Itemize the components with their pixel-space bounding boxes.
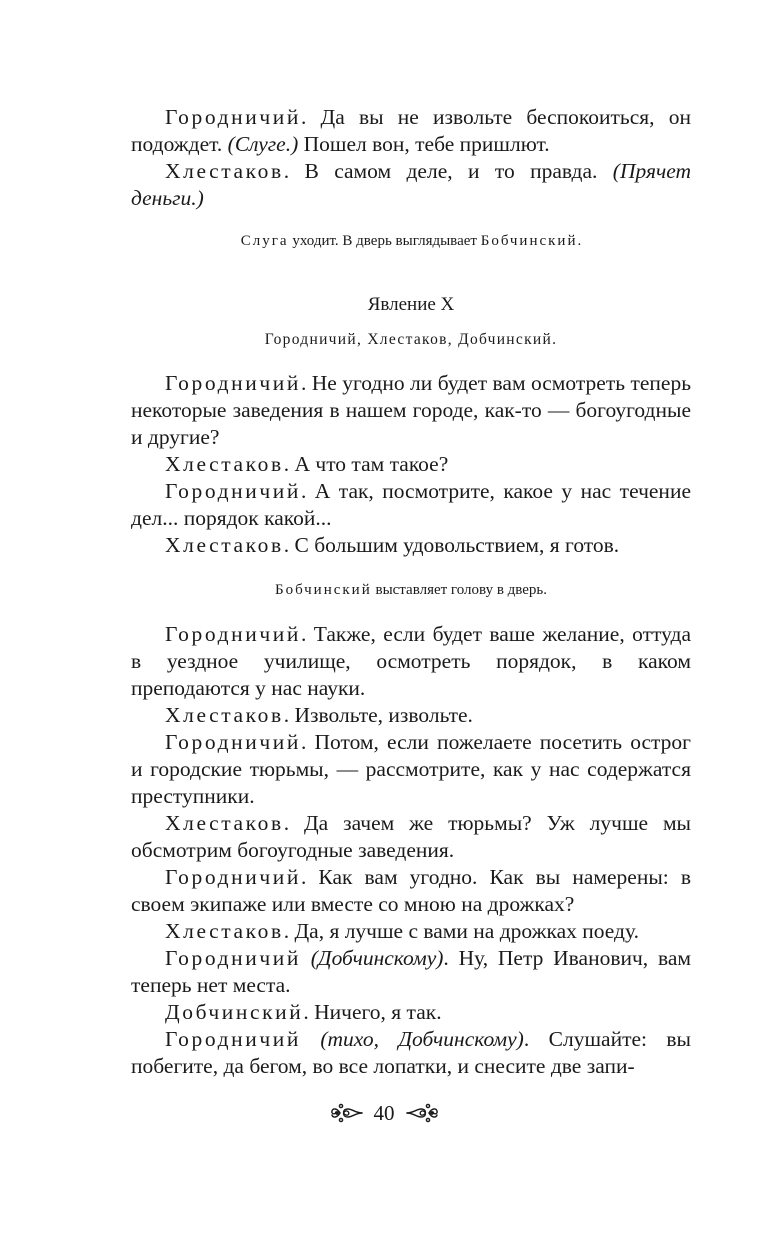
dialogue-paragraph [131, 729, 691, 810]
stage-remark: (тихо, Добчинскому) [320, 1027, 524, 1051]
speech-text: . Слушайте: вы побегите, да бегом, во все лопатки, и снесите две запи- [131, 1027, 692, 1078]
speech-text: . Как вам угодно. Как вы намерены: в своем экипаже или вместе со мною на дрожках? [131, 865, 691, 916]
dialogue-block-bottom [131, 621, 691, 1080]
dialogue-paragraph [131, 621, 691, 702]
speech-text: . Потом, если пожелаете посетить острог и городские тюрьмы, — рассмотрите, как у нас содержатся преступники. [131, 730, 691, 808]
speaker-name: Городничий [165, 865, 301, 889]
stage-text: уходит. В дверь выглядывает [288, 233, 481, 249]
speech-text: . Не угодно ли будет вам осмотреть теперь некоторые заведения в нашем городе, как-то — богоугодные и другие? [131, 371, 691, 449]
speech-text: . С большим удовольствием, я готов. [283, 533, 620, 557]
speaker-name: Хлестаков [165, 533, 284, 557]
speech-text: . Да, я лучше с вами на дрожках поеду. [283, 919, 639, 943]
dialogue-paragraph [131, 918, 691, 945]
speaker-name: Хлестаков [165, 703, 284, 727]
dialogue-paragraph [131, 702, 691, 729]
dialogue-paragraph [131, 451, 691, 478]
dialogue-paragraph [131, 1026, 691, 1080]
speaker-name: Городничий [165, 730, 301, 754]
floral-ornament-right-icon [405, 1100, 439, 1126]
speaker-name: Хлестаков [165, 452, 284, 476]
dialogue-paragraph [131, 532, 691, 559]
speech-text: . Ну, Петр Иванович, вам теперь нет места. [131, 946, 691, 997]
scene-title: Явление X [367, 294, 455, 315]
speaker-name: Городничий [165, 946, 301, 970]
speaker-name: Городничий [165, 371, 301, 395]
character-name: Слуга [240, 233, 289, 249]
dialogue-block-top [131, 104, 691, 212]
speech-text: . Также, если будет ваше желание, оттуда в уездное училище, осмотреть порядок, в каком преподаются у нас науки. [131, 622, 691, 700]
page-footer [0, 1100, 768, 1126]
speaker-name: Городничий [165, 105, 301, 129]
speaker-name: Хлестаков [165, 159, 284, 183]
dialogue-paragraph [131, 999, 691, 1026]
character-name: Бобчинский [274, 582, 372, 598]
speaker-name: Хлестаков [165, 811, 284, 835]
stage-remark: (Добчинскому) [310, 946, 444, 970]
stage-text: выставляет голову в дверь. [371, 582, 548, 598]
speech-text: . А что там такое? [283, 452, 449, 476]
speech-text [301, 946, 311, 970]
speech-text: . В самом деле, и то правда. [283, 159, 613, 183]
dialogue-paragraph [131, 945, 691, 999]
speech-text: . Извольте, извольте. [283, 703, 473, 727]
stage-remark: (Прячет деньги.) [131, 159, 691, 210]
character-name: Бобчинский [480, 233, 578, 249]
dialogue-paragraph [131, 104, 691, 158]
stage-direction-bobchinsky [131, 580, 691, 600]
stage-text: . [577, 233, 582, 249]
stage-direction-servant-leaves [131, 231, 691, 251]
speech-text [301, 1027, 320, 1051]
speaker-name: Хлестаков [165, 919, 284, 943]
dialogue-block-middle [131, 370, 691, 559]
speech-text: Пошел вон, тебе пришлют. [298, 132, 550, 156]
dialogue-paragraph [131, 810, 691, 864]
speech-text: . А так, посмотрите, какое у нас течение дел... порядок какой... [131, 479, 691, 530]
speaker-name: Городничий [165, 1027, 301, 1051]
speaker-name: Добчинский [165, 1000, 304, 1024]
speaker-name: Городничий [165, 479, 301, 503]
floral-ornament-left-icon [330, 1100, 364, 1126]
dialogue-paragraph [131, 158, 691, 212]
page-number: 40 [373, 1101, 395, 1125]
dialogue-paragraph [131, 864, 691, 918]
speech-text: . Да вы не извольте беспокоиться, он подождет. [131, 105, 691, 156]
dialogue-paragraph [131, 478, 691, 532]
speech-text: . Да зачем же тюрьмы? Уж лучше мы обсмотрим богоугодные заведения. [131, 811, 691, 862]
speech-text: . Ничего, я так. [303, 1000, 442, 1024]
stage-remark: (Слуге.) [227, 132, 299, 156]
scene-cast-list: Городничий, Хлестаков, Добчинский. [264, 331, 558, 348]
speaker-name: Городничий [165, 622, 301, 646]
dialogue-paragraph [131, 370, 691, 451]
